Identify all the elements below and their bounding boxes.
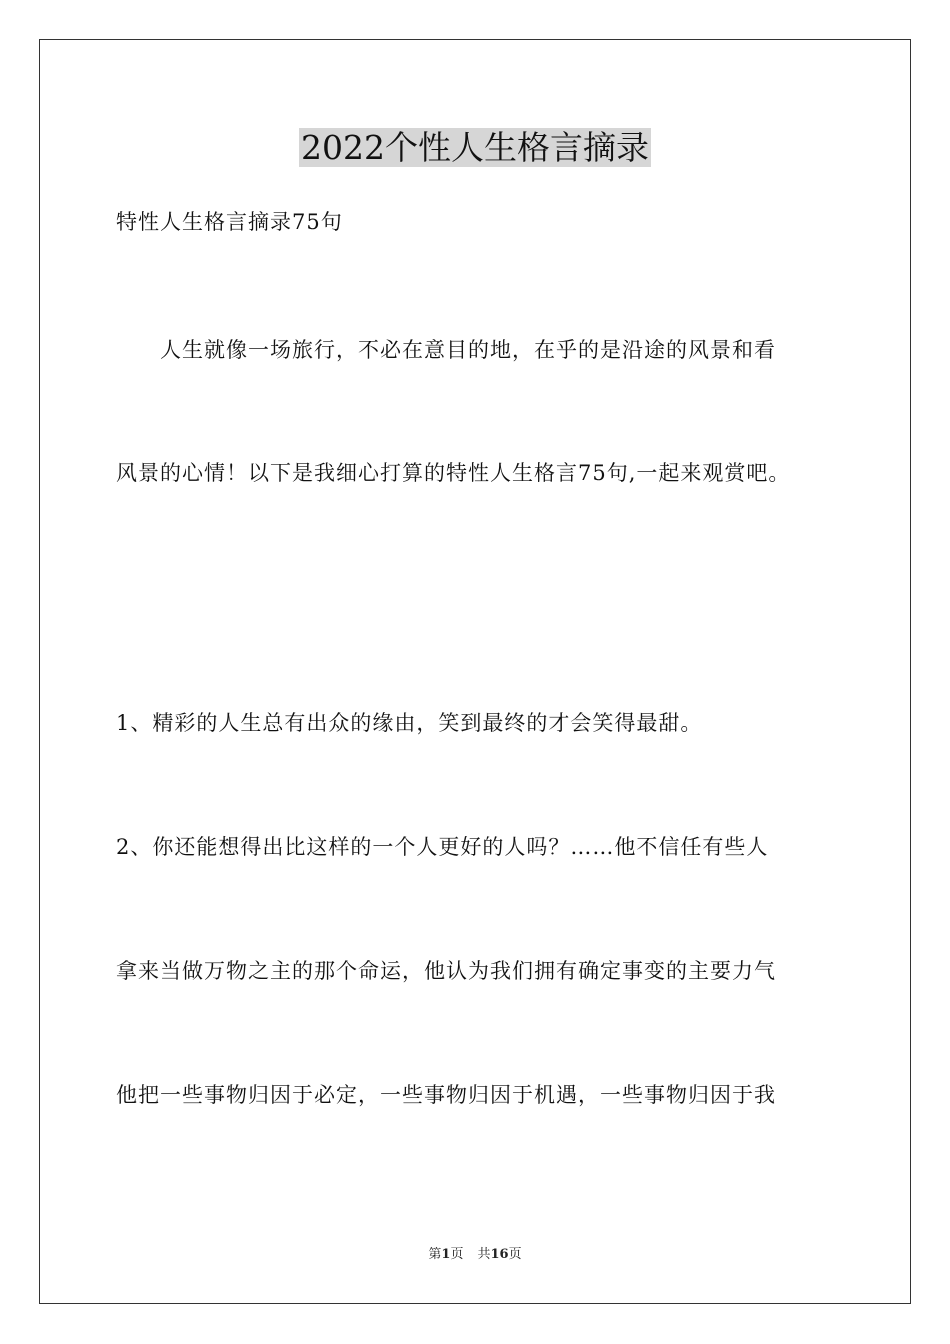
total-page-number: 16 (490, 1247, 509, 1262)
list-item: 1、精彩的人生总有出众的缘由，笑到最终的才会笑得最甜。 (116, 711, 703, 735)
current-page-number: 1 (441, 1247, 451, 1262)
intro-line-1: 人生就像一场旅行，不必在意目的地，在乎的是沿途的风景和看 (160, 338, 776, 362)
total-prefix: 共 (477, 1247, 491, 1262)
page-unit: 页 (450, 1247, 464, 1262)
list-item: 2、你还能想得出比这样的一个人更好的人吗？……他不信任有些人 (116, 835, 769, 859)
intro-line-2: 风景的心情！以下是我细心打算的特性人生格言75句,一起来观赏吧。 (116, 461, 791, 485)
title-text: 2022个性人生格言摘录 (301, 128, 649, 167)
document-title (0, 128, 950, 168)
page-footer (0, 1246, 950, 1264)
list-item: 拿来当做万物之主的那个命运，他认为我们拥有确定事变的主要力气 (116, 959, 776, 983)
total-unit: 页 (508, 1247, 522, 1262)
page-prefix: 第 (428, 1247, 442, 1262)
list-item: 他把一些事物归因于必定，一些事物归因于机遇，一些事物归因于我 (116, 1083, 776, 1107)
subtitle: 特性人生格言摘录75句 (116, 210, 343, 234)
